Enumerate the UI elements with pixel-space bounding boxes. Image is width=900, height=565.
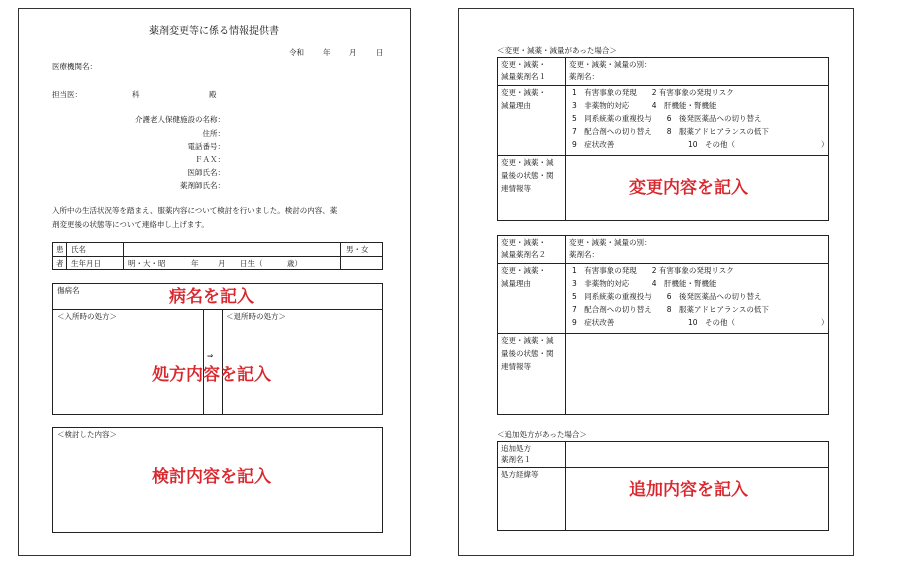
doctor-label: 担当医： [52, 90, 82, 99]
b2-state-label-1: 変更・減薬・減 [501, 336, 554, 345]
facility-address-label: 住所： [202, 129, 225, 138]
b2-reason-close: ） [821, 318, 829, 327]
b2-reason-4: 7 配合剤への切り替え 8 服薬アドヒアランスの低下 [572, 305, 769, 314]
date-month: 月 [349, 48, 357, 57]
patient-sex: 男・女 [346, 245, 369, 254]
patient-dob-day: 日生（ [240, 259, 263, 268]
date-day: 日 [376, 48, 384, 57]
b1-type-label: 変更・減薬・減量の別： [569, 60, 652, 69]
add-heading: ＜追加処方があった場合＞ [497, 430, 587, 439]
b2-reason-label-2: 減量理由 [501, 279, 531, 288]
add-drug-label-2: 薬剤名１ [501, 455, 531, 464]
b1-reason-6: 10 その他（ [688, 140, 736, 149]
b1-reason-3: 5 同系統薬の重複投与 6 後発医薬品への切り替え [572, 114, 762, 123]
rx-note: 処方内容を記入 [152, 365, 271, 385]
intro-text-line-2: 剤変更後の状態等について連絡申し上げます。 [52, 220, 209, 229]
intro-text-line-1: 入所中の生活状況等を踏まえ、服薬内容について検討を行いました。検討の内容、薬 [52, 206, 338, 215]
review-note: 検討内容を記入 [152, 467, 271, 487]
b2-state-label-3: 連情報等 [501, 362, 531, 371]
b1-reason-label-2: 減量理由 [501, 101, 531, 110]
b2-drug-label-2: 減量薬剤名２ [501, 250, 546, 259]
b1-drug-label-2: 減量薬剤名１ [501, 72, 546, 81]
b1-reason-4: 7 配合剤への切り替え 8 服薬アドヒアランスの低下 [572, 127, 769, 136]
facility-phone-label: 電話番号： [187, 142, 225, 151]
b1-reason-1: 1 有害事象の発現 2 有害事象の発現リスク [572, 88, 734, 97]
b2-reason-3: 5 同系統薬の重複投与 6 後発医薬品への切り替え [572, 292, 762, 301]
b1-reason-5: 9 症状改善 [572, 140, 615, 149]
diagnosis-label: 傷病名 [57, 286, 80, 295]
right-form-page [458, 8, 854, 556]
diagnosis-note: 病名を記入 [169, 287, 254, 307]
patient-side-label-1: 患 [56, 245, 64, 254]
patient-dob-month: 月 [218, 259, 226, 268]
review-label: ＜検討した内容＞ [57, 430, 117, 439]
b1-drug-name-label: 薬剤名： [569, 72, 599, 81]
add-note: 追加内容を記入 [629, 480, 748, 500]
b1-drug-label-1: 変更・減薬・ [501, 60, 546, 69]
left-form-page [18, 8, 411, 556]
b2-drug-name-label: 薬剤名： [569, 250, 599, 259]
doctor-dept: 科 [132, 90, 140, 99]
facility-fax-label: ＦＡＸ： [195, 155, 225, 164]
discharge-rx-label: ＜退所時の処方＞ [226, 312, 286, 321]
facility-doctor-label: 医師氏名： [187, 168, 225, 177]
b1-reason-close: ） [821, 140, 829, 149]
patient-side-label-2: 者 [56, 259, 64, 268]
date-era: 令和 [289, 48, 304, 57]
b1-state-label-3: 連情報等 [501, 184, 531, 193]
facility-pharmacist-label: 薬剤師氏名： [180, 181, 225, 190]
b2-type-label: 変更・減薬・減量の別： [569, 238, 652, 247]
b2-reason-label-1: 変更・減薬・ [501, 266, 546, 275]
b2-reason-6: 10 その他（ [688, 318, 736, 327]
b1-state-label-2: 量後の状態・関 [501, 171, 554, 180]
b2-reason-5: 9 症状改善 [572, 318, 615, 327]
facility-name-label: 介護老人保健施設の名称： [135, 115, 225, 124]
b1-reason-2: 3 非薬物的対応 4 肝機能・腎機能 [572, 101, 717, 110]
add-history-label: 処方経緯等 [501, 470, 539, 479]
patient-dob-year: 年 [191, 259, 199, 268]
arrow-icon: ⇒ [207, 351, 214, 360]
b2-reason-1: 1 有害事象の発現 2 有害事象の発現リスク [572, 266, 734, 275]
change-heading: ＜変更・減薬・減量があった場合＞ [497, 46, 617, 55]
b1-state-label-1: 変更・減薬・減 [501, 158, 554, 167]
patient-name-label: 氏名 [71, 245, 86, 254]
doctor-honorific: 殿 [209, 90, 217, 99]
patient-dob-label: 生年月日 [71, 259, 101, 268]
admission-rx-label: ＜入所時の処方＞ [57, 312, 117, 321]
b2-drug-label-1: 変更・減薬・ [501, 238, 546, 247]
date-year: 年 [323, 48, 331, 57]
form-title: 薬剤変更等に係る情報提供書 [149, 26, 279, 37]
b2-state-label-2: 量後の状態・関 [501, 349, 554, 358]
patient-dob-age: 歳） [287, 259, 302, 268]
change-block-2 [497, 235, 829, 415]
b2-reason-2: 3 非薬物的対応 4 肝機能・腎機能 [572, 279, 717, 288]
b1-reason-label-1: 変更・減薬・ [501, 88, 546, 97]
patient-dob-eras: 明・大・昭 [128, 259, 166, 268]
institution-label: 医療機関名： [52, 62, 97, 71]
change-note: 変更内容を記入 [629, 178, 748, 198]
add-drug-label-1: 追加処方 [501, 444, 531, 453]
